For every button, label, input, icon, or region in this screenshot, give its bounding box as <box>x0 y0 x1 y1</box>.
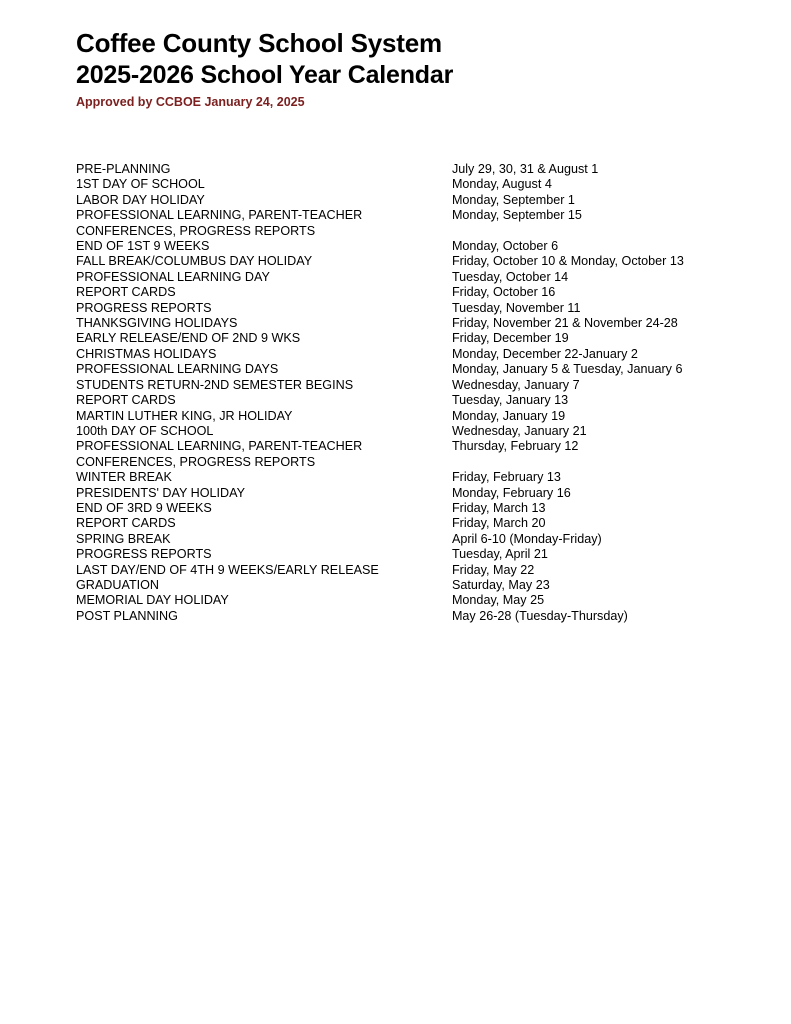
table-row <box>76 409 716 424</box>
table-row <box>76 347 716 362</box>
event-date: Tuesday, October 14 <box>451 269 569 284</box>
event-name: REPORT CARDS <box>76 516 176 531</box>
event-name: MEMORIAL DAY HOLIDAY <box>76 593 229 608</box>
event-date <box>452 224 716 239</box>
table-row <box>76 424 716 439</box>
event-date: April 6-10 (Monday-Friday) <box>451 531 602 546</box>
event-name: THANKSGIVING HOLIDAYS <box>76 316 238 331</box>
event-name: LABOR DAY HOLIDAY <box>76 192 205 207</box>
event-name: CHRISTMAS HOLIDAYS <box>76 346 217 361</box>
event-name: PROFESSIONAL LEARNING, PARENT-TEACHER <box>76 439 363 454</box>
table-row <box>76 547 716 562</box>
table-row <box>76 331 716 346</box>
event-name: END OF 3RD 9 WEEKS <box>76 500 212 515</box>
event-date: Monday, October 6 <box>451 239 559 254</box>
event-name: REPORT CARDS <box>76 393 176 408</box>
event-date: Wednesday, January 21 <box>451 423 587 438</box>
table-row <box>76 563 716 578</box>
table-row <box>76 439 716 454</box>
event-name: PROGRESS REPORTS <box>76 547 212 562</box>
event-date: July 29, 30, 31 & August 1 <box>451 162 599 176</box>
event-date: Friday, October 16 <box>451 285 556 300</box>
event-date: Tuesday, January 13 <box>451 393 569 408</box>
table-row <box>76 301 716 316</box>
event-date: Monday, May 25 <box>451 593 545 608</box>
table-row <box>76 593 716 608</box>
table-row <box>76 316 716 331</box>
event-date: Friday, May 22 <box>451 562 535 577</box>
event-date: Monday, January 5 & Tuesday, January 6 <box>451 362 683 377</box>
table-row <box>76 486 716 501</box>
event-date: Friday, October 10 & Monday, October 13 <box>451 254 684 269</box>
page-subtitle: 2025-2026 School Year Calendar <box>76 61 454 89</box>
event-date: Monday, January 19 <box>451 408 566 423</box>
event-name: POST PLANNING <box>76 608 178 623</box>
table-row <box>76 470 716 485</box>
event-date: Friday, November 21 & November 24-28 <box>451 316 678 331</box>
table-row <box>76 239 716 254</box>
event-name: PRE-PLANNING <box>76 162 171 176</box>
event-name: 100th DAY OF SCHOOL <box>76 423 214 438</box>
event-name: FALL BREAK/COLUMBUS DAY HOLIDAY <box>76 254 313 269</box>
event-name: GRADUATION <box>76 577 160 592</box>
table-row <box>76 578 716 593</box>
event-name: PROFESSIONAL LEARNING DAY <box>76 269 270 284</box>
page-title: Coffee County School System <box>76 28 442 58</box>
table-row <box>76 532 716 547</box>
table-row <box>76 208 716 223</box>
event-date: Monday, September 15 <box>451 208 582 223</box>
table-row <box>76 501 716 516</box>
event-name: PROFESSIONAL LEARNING, PARENT-TEACHER <box>76 208 363 223</box>
event-name: MARTIN LUTHER KING, JR HOLIDAY <box>76 408 293 423</box>
table-row <box>76 285 716 300</box>
event-date: Friday, February 13 <box>451 470 561 485</box>
event-name: SPRING BREAK <box>76 531 171 546</box>
table-row <box>76 270 716 285</box>
event-date: Monday, September 1 <box>451 192 575 207</box>
table-row <box>76 193 716 208</box>
table-row <box>76 362 716 377</box>
table-row <box>76 224 716 239</box>
event-name: PRESIDENTS' DAY HOLIDAY <box>76 485 245 500</box>
table-row <box>76 162 716 177</box>
table-row <box>76 455 716 470</box>
event-date: Thursday, February 12 <box>451 439 579 454</box>
event-name: STUDENTS RETURN-2ND SEMESTER BEGINS <box>76 377 354 392</box>
table-row <box>76 516 716 531</box>
event-name: PROGRESS REPORTS <box>76 300 212 315</box>
event-date: Friday, December 19 <box>451 331 569 346</box>
event-date: Tuesday, November 11 <box>451 300 581 315</box>
table-row <box>76 177 716 192</box>
event-name: REPORT CARDS <box>76 285 176 300</box>
event-date: Friday, March 13 <box>451 500 546 515</box>
table-row <box>76 393 716 408</box>
event-name: CONFERENCES, PROGRESS REPORTS <box>76 223 316 238</box>
event-name: PROFESSIONAL LEARNING DAYS <box>76 362 279 377</box>
event-date: Tuesday, April 21 <box>451 547 548 562</box>
table-row <box>76 378 716 393</box>
event-date <box>452 455 716 470</box>
event-date: Saturday, May 23 <box>451 577 550 592</box>
event-date: Monday, August 4 <box>451 177 552 192</box>
approval-note: Approved by CCBOE January 24, 2025 <box>76 95 305 109</box>
event-name: LAST DAY/END OF 4TH 9 WEEKS/EARLY RELEASE <box>76 562 379 577</box>
event-name: CONFERENCES, PROGRESS REPORTS <box>76 454 316 469</box>
event-name: END OF 1ST 9 WEEKS <box>76 239 210 254</box>
table-row <box>76 254 716 269</box>
calendar-table <box>76 162 716 624</box>
table-row <box>76 609 716 624</box>
event-date: Monday, February 16 <box>451 485 571 500</box>
event-date: May 26-28 (Tuesday-Thursday) <box>451 608 628 623</box>
document-header <box>76 28 736 110</box>
event-date: Monday, December 22-January 2 <box>451 346 638 361</box>
event-name: WINTER BREAK <box>76 470 172 485</box>
calendar-table-body <box>76 162 716 624</box>
event-date: Friday, March 20 <box>451 516 546 531</box>
event-name: EARLY RELEASE/END OF 2ND 9 WKS <box>76 331 301 346</box>
event-date: Wednesday, January 7 <box>451 377 580 392</box>
event-name: 1ST DAY OF SCHOOL <box>76 177 205 192</box>
